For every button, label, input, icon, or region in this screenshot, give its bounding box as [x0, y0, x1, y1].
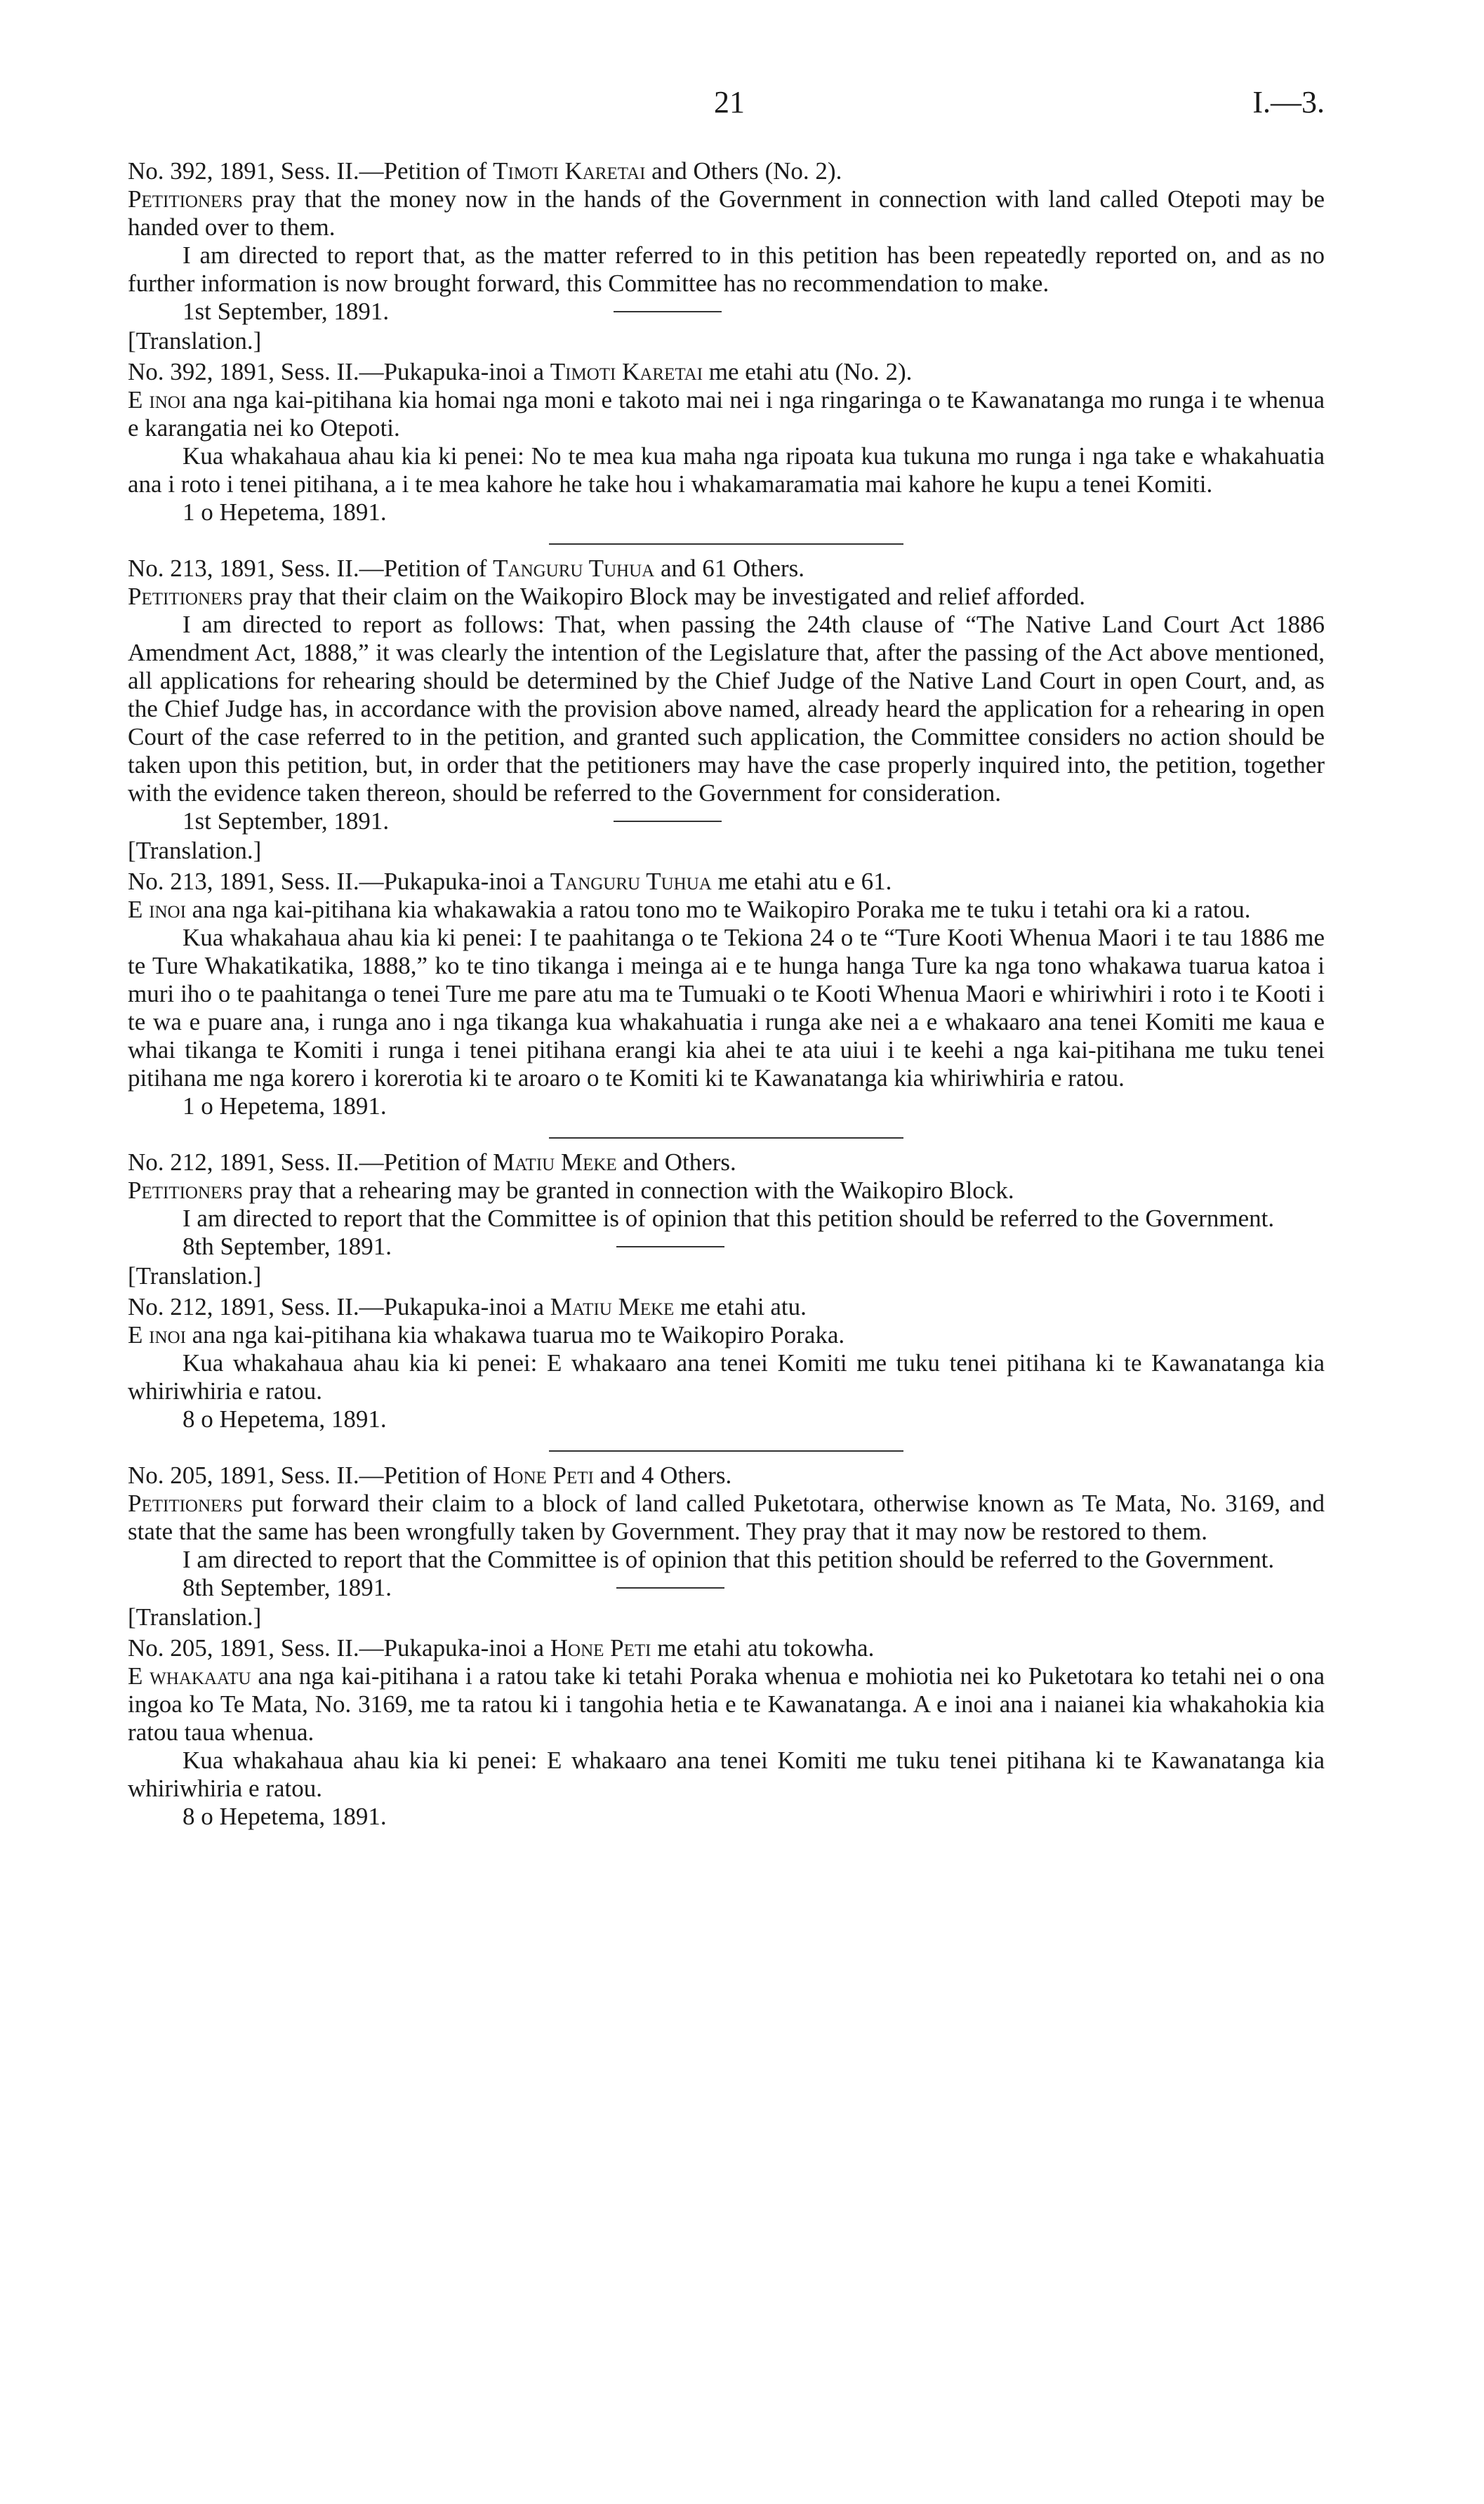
translation-label: [Translation.]	[128, 1603, 262, 1631]
translation-prayer: E whakaatu ana nga kai-pitihana i a ratou take ki tetahi Poraka whenua e mohiotia nei ko Puketotara ko tetahi nei o ona ingoa ko Te Mata, No. 3169, me ta ratou ki i tangohia hetia e te Kawanatanga. A e inoi ana i naianei kia whakahokia kia ratou taua whenua.	[128, 1662, 1325, 1746]
translation-date: 1 o Hepetema, 1891.	[183, 1092, 387, 1120]
petition-heading: No. 205, 1891, Sess. II.—Petition of Hone Peti and 4 Others.	[128, 1462, 732, 1489]
translation-prayer: E inoi ana nga kai-pitihana kia whakawa tuarua mo te Waikopiro Poraka.	[128, 1321, 845, 1349]
page-number: 21	[714, 85, 745, 119]
petitioner-name: Hone Peti	[550, 1634, 651, 1662]
petitioner-name: Timoti Karetai	[493, 157, 646, 185]
petitioner-name: Tanguru Tuhua	[550, 868, 712, 895]
translation-prayer: E inoi ana nga kai-pitihana kia homai nga moni e takoto mai nei i nga ringaringa o te Kawanatanga mo runga i te whenua e karangatia nei ko Otepoti.	[128, 386, 1325, 442]
committee-report: I am directed to report that the Committee is of opinion that this petition should be referred to the Government.	[183, 1546, 1275, 1573]
petitioner-name: Hone Peti	[493, 1462, 594, 1489]
petition-section	[128, 1148, 1325, 1433]
petition-section	[128, 157, 1325, 526]
section-divider	[549, 543, 903, 545]
translation-date: 1 o Hepetema, 1891.	[183, 498, 387, 526]
committee-report: I am directed to report as follows: That, when passing the 24th clause of “The Native Land Court Act 1886 Amendment Act, 1888,” it was clearly the intention of the Legislature that, after the passing of the Act above mentioned, all applications for rehearing should be determined by the Chief Judge of the Native Land Court in open Court, and, as the Chief Judge has, in accordance with the provision above named, already heard the application for a rehearing in open Court of the case referred to in the petition, and granted such application, the Committee considers no action should be taken upon this petition, but, in order that the petitioners may have the case properly inquired into, the petition, together with the evidence taken thereon, should be referred to the Government for consideration.	[128, 611, 1325, 807]
section-divider	[549, 1450, 903, 1452]
petition-prayer: Petitioners pray that a rehearing may be granted in connection with the Waikopiro Block.	[128, 1177, 1014, 1204]
translation-report: Kua whakahaua ahau kia ki penei: E whakaaro ana tenei Komiti me tuku tenei pitihana ki te Kawanatanga kia whiriwhiria e ratou.	[128, 1349, 1325, 1405]
series-reference: I.—3.	[1252, 85, 1325, 119]
petition-section	[128, 1462, 1325, 1831]
translation-report: Kua whakahaua ahau kia ki penei: E whakaaro ana tenei Komiti me tuku tenei pitihana ki te Kawanatanga kia whiriwhiria e ratou.	[128, 1747, 1325, 1802]
divider	[616, 1246, 724, 1247]
petition-heading: No. 213, 1891, Sess. II.—Petition of Tanguru Tuhua and 61 Others.	[128, 555, 805, 582]
translation-date: 8 o Hepetema, 1891.	[183, 1405, 387, 1433]
translation-heading: No. 212, 1891, Sess. II.—Pukapuka-inoi a Matiu Meke me etahi atu.	[128, 1293, 807, 1320]
translation-report: Kua whakahaua ahau kia ki penei: No te mea kua maha nga ripoata kua tukuna mo runga i nga take e whakahuatia ana i roto i tenei pitihana, a i te mea kahore he take hou i whakamaramatia mai kahore he kupu a tenei Komiti.	[128, 442, 1325, 498]
translation-label: [Translation.]	[128, 1262, 262, 1290]
report-date: 1st September, 1891.	[128, 298, 1325, 326]
section-divider	[549, 1137, 903, 1139]
petition-section	[128, 555, 1325, 1120]
page-header	[128, 79, 1325, 129]
translation-label: [Translation.]	[128, 327, 262, 355]
petition-heading: No. 392, 1891, Sess. II.—Petition of Timoti Karetai and Others (No. 2).	[128, 157, 842, 185]
report-date: 8th September, 1891.	[128, 1574, 1325, 1602]
divider	[616, 1587, 724, 1589]
translation-date: 8 o Hepetema, 1891.	[183, 1803, 387, 1830]
report-date: 8th September, 1891.	[128, 1233, 1325, 1261]
translation-heading: No. 205, 1891, Sess. II.—Pukapuka-inoi a Hone Peti me etahi atu tokowha.	[128, 1634, 875, 1662]
petitioner-name: Matiu Meke	[550, 1293, 675, 1320]
petitioner-name: Timoti Karetai	[550, 358, 703, 385]
committee-report: I am directed to report that the Committee is of opinion that this petition should be referred to the Government.	[183, 1205, 1275, 1232]
petitioner-name: Tanguru Tuhua	[493, 555, 655, 582]
document-page	[128, 79, 1325, 1831]
petition-prayer: Petitioners pray that the money now in the hands of the Government in connection with land called Otepoti may be handed over to them.	[128, 185, 1325, 241]
petition-prayer: Petitioners put forward their claim to a block of land called Puketotara, otherwise known as Te Mata, No. 3169, and state that the same has been wrongfully taken by Government. They pray that it may now be restored to them.	[128, 1490, 1325, 1545]
petition-heading: No. 212, 1891, Sess. II.—Petition of Matiu Meke and Others.	[128, 1148, 736, 1176]
petition-prayer: Petitioners pray that their claim on the Waikopiro Block may be investigated and relief afforded.	[128, 583, 1085, 610]
translation-heading: No. 213, 1891, Sess. II.—Pukapuka-inoi a Tanguru Tuhua me etahi atu e 61.	[128, 868, 892, 895]
translation-prayer: E inoi ana nga kai-pitihana kia whakawakia a ratou tono mo te Waikopiro Poraka me te tuku i tetahi ora ki a ratou.	[128, 896, 1251, 923]
translation-heading: No. 392, 1891, Sess. II.—Pukapuka-inoi a Timoti Karetai me etahi atu (No. 2).	[128, 358, 913, 385]
committee-report: I am directed to report that, as the matter referred to in this petition has been repeatedly reported on, and as no further information is now brought forward, this Committee has no recommendation to make.	[128, 241, 1325, 297]
translation-label: [Translation.]	[128, 837, 262, 864]
petitioner-name: Matiu Meke	[493, 1148, 617, 1176]
report-date: 1st September, 1891.	[128, 807, 1325, 835]
divider	[614, 311, 722, 312]
divider	[614, 821, 722, 822]
translation-report: Kua whakahaua ahau kia ki penei: I te paahitanga o te Tekiona 24 o te “Ture Kooti Whenua Maori i te tau 1886 me te Ture Whakatikatika, 1888,” ko te tino tikanga i meinga ai e te hunga hanga Ture ka nga tono whakawa tuarua katoa i muri iho o te paahitanga o tenei Ture me pare atu ma te Tumuaki o te Kooti Whenua Maori e whiriwhiri i roto i te Kooti i te wa e puare ana, i runga ano i nga tikanga kua whakahuatia i runga ake nei a e whakaaro ana tenei Komiti me kaua e whai tikanga te Komiti i runga i tenei pitihana erangi kia ahei te ata uiui i te keehi a nga kai-pitihana me tuku tenei pitihana me nga korero i korerotia ki te aroaro o te Komiti ki te Kawanatanga kia whiriwhiria e ratou.	[128, 924, 1325, 1092]
